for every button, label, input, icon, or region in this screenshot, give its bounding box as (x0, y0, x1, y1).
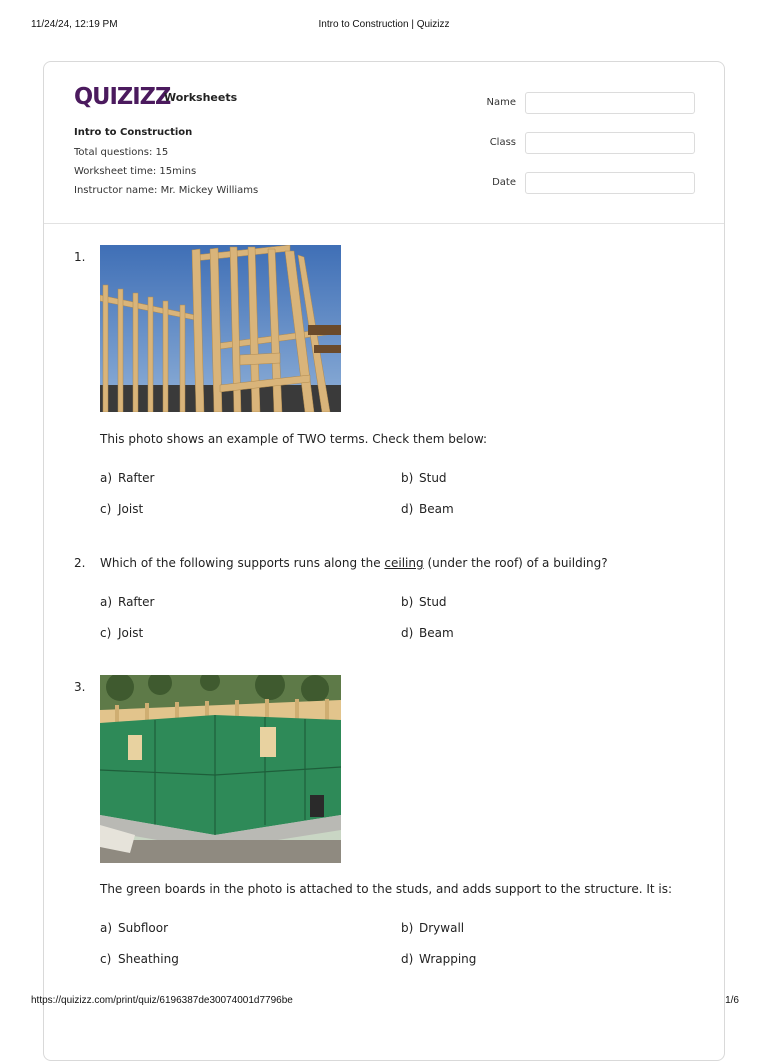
name-label: Name (486, 97, 516, 108)
total-questions: Total questions: 15 (74, 147, 169, 158)
option-label: Subfloor (118, 921, 169, 935)
wall-framing-image (100, 245, 341, 412)
question-text-end: (under the roof) of a building? (423, 556, 608, 570)
option-b[interactable] (401, 921, 464, 935)
logo-wordmark: QUIZIZZ (74, 84, 171, 110)
framing-photo (100, 245, 341, 412)
sheathing-photo (100, 675, 341, 863)
option-label: Sheathing (118, 952, 179, 966)
option-label: Beam (419, 626, 454, 640)
class-field[interactable] (525, 132, 695, 154)
option-a[interactable] (100, 921, 168, 935)
option-letter: d) (401, 952, 414, 966)
option-label: Rafter (118, 471, 155, 485)
date-label: Date (492, 177, 516, 188)
option-d[interactable] (401, 952, 476, 966)
print-footer (0, 995, 768, 1009)
option-letter: d) (401, 626, 414, 640)
class-label: Class (489, 137, 516, 148)
option-c[interactable] (100, 952, 179, 966)
option-label: Drywall (419, 921, 465, 935)
option-label: Rafter (118, 595, 155, 609)
house-sheathing-image (100, 675, 341, 863)
option-letter: a) (100, 471, 113, 485)
option-letter: b) (401, 471, 414, 485)
option-label: Beam (419, 502, 454, 516)
option-b[interactable] (401, 471, 447, 485)
option-label: Joist (118, 502, 144, 516)
name-field[interactable] (525, 92, 695, 114)
option-label: Stud (419, 595, 447, 609)
question-text: The green boards in the photo is attached to the studs, and adds support to the structure. It is: (100, 882, 673, 896)
option-letter: d) (401, 502, 414, 516)
option-letter: a) (100, 595, 113, 609)
option-d[interactable] (401, 502, 454, 516)
option-c[interactable] (100, 502, 143, 516)
option-letter: c) (100, 502, 112, 516)
logo-product: Worksheets (164, 91, 238, 104)
date-field[interactable] (525, 172, 695, 194)
option-letter: a) (100, 921, 113, 935)
option-c[interactable] (100, 626, 143, 640)
option-a[interactable] (100, 471, 154, 485)
question-number: 1. (74, 250, 86, 264)
question-number: 2. (74, 556, 86, 570)
print-datetime: 11/24/24, 12:19 PM (31, 19, 118, 30)
print-page-number: 1/6 (725, 995, 739, 1006)
option-letter: b) (401, 595, 414, 609)
question-text: This photo shows an example of TWO terms. Check them below: (100, 432, 488, 446)
option-letter: b) (401, 921, 414, 935)
worksheet-header (44, 62, 724, 224)
option-label: Wrapping (419, 952, 477, 966)
option-d[interactable] (401, 626, 454, 640)
print-header (0, 19, 768, 33)
print-url: https://quizizz.com/print/quiz/6196387de30074001d7796be (31, 995, 293, 1006)
option-label: Joist (118, 626, 144, 640)
worksheet-title: Intro to Construction (74, 127, 193, 138)
question-keyword: ceiling (384, 556, 424, 570)
instructor-name: Instructor name: Mr. Mickey Williams (74, 185, 259, 196)
question-text-start: Which of the following supports runs along the (100, 556, 385, 570)
option-a[interactable] (100, 595, 154, 609)
option-letter: c) (100, 626, 112, 640)
question-number: 3. (74, 680, 86, 694)
worksheet-time: Worksheet time: 15mins (74, 166, 197, 177)
print-page-title: Intro to Construction | Quizizz (318, 19, 450, 30)
option-label: Stud (419, 471, 447, 485)
question-text (100, 556, 608, 570)
option-letter: c) (100, 952, 112, 966)
option-b[interactable] (401, 595, 447, 609)
